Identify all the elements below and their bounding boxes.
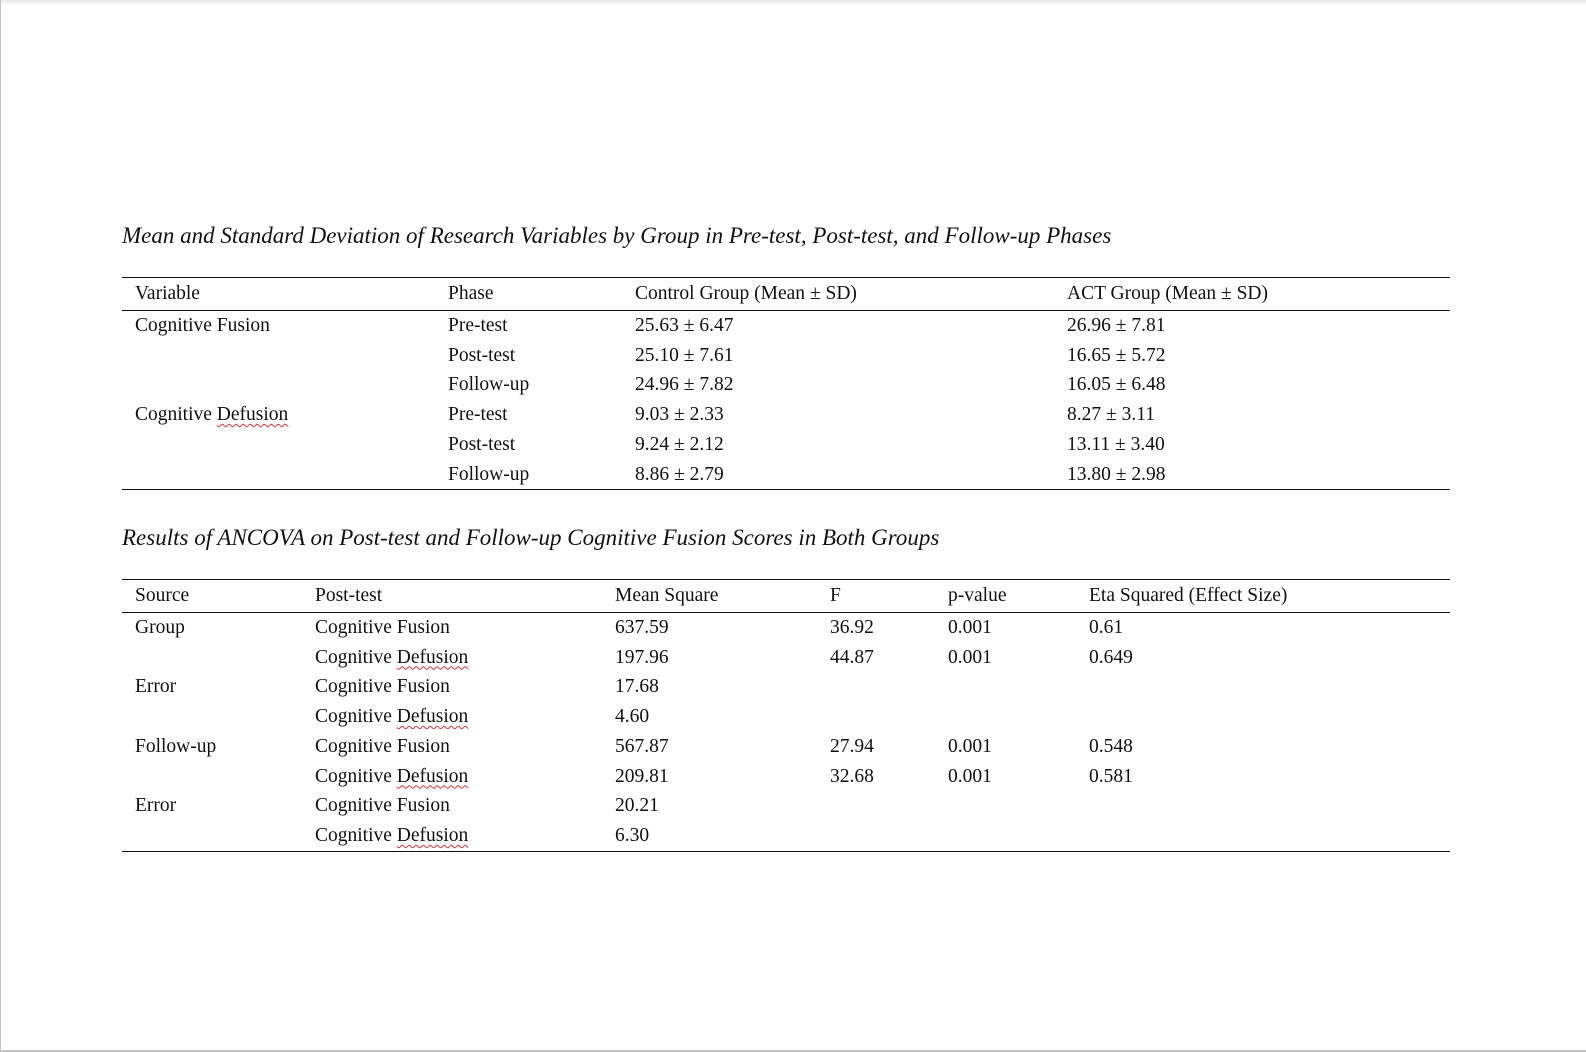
cell-p-value xyxy=(935,821,1076,851)
cell-act: 16.65 ± 5.72 xyxy=(1067,344,1166,366)
spellcheck-flagged-word[interactable]: Defusion xyxy=(396,765,469,787)
measure-text: Cognitive xyxy=(315,824,397,846)
cell-mean-square: 20.21 xyxy=(615,795,659,817)
cell-mean-square: 197.96 xyxy=(615,646,669,668)
cell-phase: Post-test xyxy=(448,344,516,366)
cell-p-value: 0.001 xyxy=(948,617,992,638)
cell-eta: 0.61 xyxy=(1089,617,1124,638)
header-post-test: Post-test xyxy=(315,585,383,606)
cell-variable xyxy=(122,341,435,371)
cell-f xyxy=(817,791,935,821)
table-row xyxy=(122,311,1450,341)
table-row xyxy=(122,732,1450,762)
measure-text: Cognitive xyxy=(315,646,397,668)
table-row xyxy=(122,460,1450,490)
cell-p-value xyxy=(935,702,1076,732)
cell-f: 44.87 xyxy=(830,646,874,668)
ancova-results-table xyxy=(122,579,1450,852)
cell-control: 25.63 ± 6.47 xyxy=(635,315,734,336)
cell-eta: 0.649 xyxy=(1089,646,1133,668)
cell-eta xyxy=(1076,702,1450,732)
table-row xyxy=(122,762,1450,792)
cell-source xyxy=(122,762,302,792)
cell-f xyxy=(817,672,935,702)
cell-phase: Post-test xyxy=(448,433,516,455)
cell-source: Group xyxy=(135,617,185,638)
page-top-shadow xyxy=(1,0,1586,6)
table1-header-row xyxy=(122,278,1450,311)
header-source: Source xyxy=(135,585,190,606)
cell-source: Error xyxy=(135,676,177,698)
cell-phase: Follow-up xyxy=(448,374,530,396)
cell-variable xyxy=(122,430,435,460)
table-row xyxy=(122,430,1450,460)
table2-caption: Results of ANCOVA on Post-test and Follow-up Cognitive Fusion Scores in Both Groups xyxy=(122,525,940,550)
cell-f: 36.92 xyxy=(830,617,874,638)
cell-control: 25.10 ± 7.61 xyxy=(635,344,734,366)
cell-control: 9.03 ± 2.33 xyxy=(635,404,724,426)
table-row xyxy=(122,370,1450,400)
cell-variable xyxy=(122,370,435,400)
spellcheck-flagged-word[interactable]: Defusion xyxy=(396,646,469,668)
table-row xyxy=(122,791,1450,821)
cell-act: 8.27 ± 3.11 xyxy=(1067,404,1155,426)
cell-source: Error xyxy=(135,795,177,817)
cell-measure xyxy=(302,762,602,792)
cell-eta: 0.548 xyxy=(1089,735,1133,757)
cell-measure xyxy=(302,643,602,673)
table-row xyxy=(122,821,1450,851)
cell-mean-square: 637.59 xyxy=(615,617,669,638)
cell-measure: Cognitive Fusion xyxy=(315,735,450,757)
cell-measure: Cognitive Fusion xyxy=(315,676,450,698)
cell-eta xyxy=(1076,672,1450,702)
cell-measure: Cognitive Fusion xyxy=(315,617,450,638)
cell-source xyxy=(122,702,302,732)
cell-phase: Pre-test xyxy=(448,315,508,336)
cell-p-value: 0.001 xyxy=(948,735,992,757)
cell-variable xyxy=(122,460,435,490)
header-mean-square: Mean Square xyxy=(615,585,719,606)
cell-control: 9.24 ± 2.12 xyxy=(635,433,724,455)
cell-eta: 0.581 xyxy=(1089,765,1133,787)
cell-phase: Pre-test xyxy=(448,404,508,426)
cell-control: 8.86 ± 2.79 xyxy=(635,463,724,485)
cell-source xyxy=(122,643,302,673)
cell-mean-square: 209.81 xyxy=(615,765,669,787)
table-row xyxy=(122,672,1450,702)
header-f: F xyxy=(830,585,841,606)
cell-mean-square: 567.87 xyxy=(615,735,669,757)
table2-header-row xyxy=(122,580,1450,613)
table-row xyxy=(122,702,1450,732)
cell-f: 27.94 xyxy=(830,735,874,757)
cell-measure xyxy=(302,702,602,732)
table-row xyxy=(122,341,1450,371)
cell-p-value xyxy=(935,791,1076,821)
header-phase: Phase xyxy=(448,283,494,304)
cell-mean-square: 4.60 xyxy=(615,706,650,728)
measure-text: Cognitive xyxy=(315,706,397,728)
cell-eta xyxy=(1076,791,1450,821)
header-control-group: Control Group (Mean ± SD) xyxy=(635,283,857,304)
spellcheck-flagged-word[interactable]: Defusion xyxy=(396,706,469,728)
table1-caption: Mean and Standard Deviation of Research Variables by Group in Pre-test, Post-test, and Follow-up Phases xyxy=(122,223,1112,248)
cell-measure xyxy=(302,821,602,851)
cell-source xyxy=(122,821,302,851)
cell-act: 13.11 ± 3.40 xyxy=(1067,433,1165,455)
cell-act: 16.05 ± 6.48 xyxy=(1067,374,1166,396)
table-row xyxy=(122,400,1450,430)
spellcheck-flagged-word[interactable]: Defusion xyxy=(216,404,289,426)
cell-act: 13.80 ± 2.98 xyxy=(1067,463,1166,485)
spellcheck-flagged-word[interactable]: Defusion xyxy=(396,824,469,846)
cell-eta xyxy=(1076,821,1450,851)
header-act-group: ACT Group (Mean ± SD) xyxy=(1067,283,1268,304)
cell-f xyxy=(817,821,935,851)
measure-text: Cognitive xyxy=(315,765,397,787)
cell-control: 24.96 ± 7.82 xyxy=(635,374,734,396)
table-row xyxy=(122,613,1450,643)
cell-p-value: 0.001 xyxy=(948,765,992,787)
cell-measure: Cognitive Fusion xyxy=(315,795,450,817)
cell-f: 32.68 xyxy=(830,765,874,787)
variable-text: Cognitive xyxy=(135,404,217,426)
table-row xyxy=(122,643,1450,673)
cell-variable xyxy=(122,400,435,430)
header-variable: Variable xyxy=(135,283,200,304)
descriptive-stats-table xyxy=(122,277,1450,490)
cell-p-value: 0.001 xyxy=(948,646,992,668)
cell-act: 26.96 ± 7.81 xyxy=(1067,315,1166,336)
header-eta-squared: Eta Squared (Effect Size) xyxy=(1089,585,1288,606)
cell-f xyxy=(817,702,935,732)
cell-p-value xyxy=(935,672,1076,702)
cell-variable: Cognitive Fusion xyxy=(135,315,270,336)
cell-mean-square: 6.30 xyxy=(615,824,650,846)
cell-phase: Follow-up xyxy=(448,463,530,485)
cell-source: Follow-up xyxy=(135,735,217,757)
cell-mean-square: 17.68 xyxy=(615,676,659,698)
header-p-value: p-value xyxy=(948,585,1007,606)
